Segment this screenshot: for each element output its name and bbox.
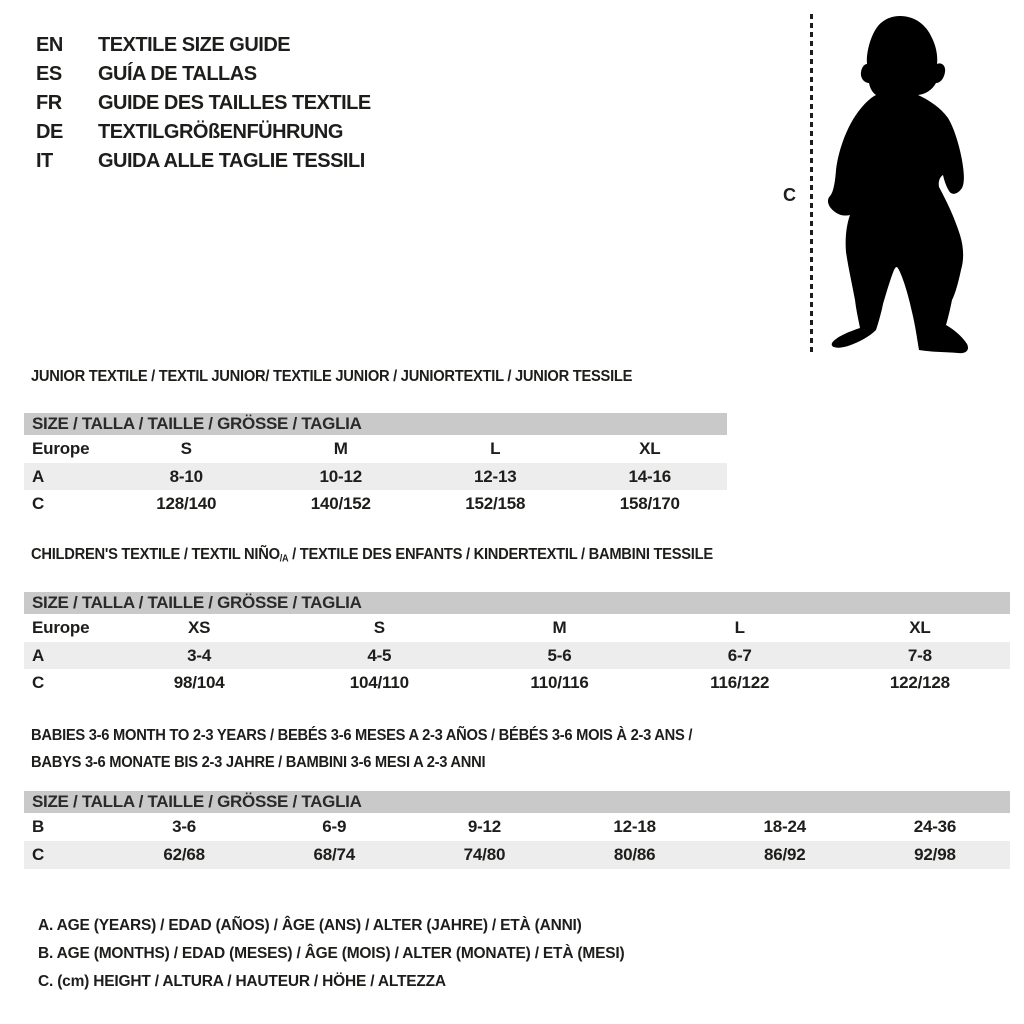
table-cell: 158/170 bbox=[619, 494, 680, 513]
footnote-a: A. AGE (YEARS) / EDAD (AÑOS) / ÂGE (ANS) / ALTER (JAHRE) / ETÀ (ANNI) bbox=[38, 917, 582, 934]
language-row-de bbox=[36, 118, 371, 147]
table-row-europe bbox=[24, 435, 727, 463]
table-cell: 12-18 bbox=[613, 817, 656, 836]
table-cell: 80/86 bbox=[613, 845, 656, 864]
table-cell: S bbox=[180, 439, 192, 458]
table-row-age bbox=[24, 642, 1010, 669]
table-row-height bbox=[24, 490, 727, 518]
table-cell: 3-4 bbox=[187, 645, 212, 665]
language-code: ES bbox=[36, 63, 62, 85]
language-label: GUIDE DES TAILLES TEXTILE bbox=[98, 92, 371, 114]
size-header-bar: SIZE / TALLA / TAILLE / GRÖSSE / TAGLIA bbox=[24, 592, 1010, 614]
table-cell: 62/68 bbox=[163, 845, 205, 864]
table-cell: 152/158 bbox=[465, 494, 526, 513]
language-code: FR bbox=[36, 92, 62, 114]
table-cell: 98/104 bbox=[173, 673, 225, 692]
children-heading-suffix: / TEXTILE DES ENFANTS / KINDERTEXTIL / BAMBINI TESSILE bbox=[288, 546, 713, 563]
language-label: TEXTILE SIZE GUIDE bbox=[98, 34, 291, 56]
table-row-age bbox=[24, 463, 727, 490]
language-code: IT bbox=[36, 150, 53, 172]
table-cell: 5-6 bbox=[547, 645, 572, 665]
language-row-it bbox=[36, 147, 371, 176]
table-row-height bbox=[24, 841, 1010, 869]
table-cell: M bbox=[333, 439, 348, 458]
table-cell: 6-9 bbox=[322, 817, 347, 836]
row-label: C bbox=[32, 494, 45, 513]
junior-table bbox=[24, 413, 727, 518]
language-code: DE bbox=[36, 121, 63, 143]
table-cell: XS bbox=[187, 618, 211, 637]
language-row-fr bbox=[36, 89, 371, 118]
language-code: EN bbox=[36, 34, 63, 56]
table-cell: 18-24 bbox=[763, 817, 807, 836]
row-label: A bbox=[32, 645, 45, 665]
table-cell: 128/140 bbox=[156, 494, 217, 513]
table-row-height bbox=[24, 669, 1010, 697]
table-cell: 14-16 bbox=[628, 466, 671, 486]
table-cell: 86/92 bbox=[764, 845, 806, 864]
footnote-b: B. AGE (MONTHS) / EDAD (MESES) / ÂGE (MOIS) / ALTER (MONATE) / ETÀ (MESI) bbox=[38, 945, 625, 962]
table-cell: 110/116 bbox=[530, 673, 589, 692]
table-cell: 104/110 bbox=[349, 673, 409, 692]
size-header-bar: SIZE / TALLA / TAILLE / GRÖSSE / TAGLIA bbox=[24, 413, 727, 435]
table-cell: 24-36 bbox=[913, 817, 957, 836]
table-cell: M bbox=[552, 618, 567, 637]
row-label: A bbox=[32, 466, 45, 486]
table-cell: S bbox=[373, 618, 385, 637]
language-list bbox=[36, 31, 371, 176]
table-cell: 9-12 bbox=[467, 817, 502, 836]
table-cell: 8-10 bbox=[169, 466, 203, 486]
table-row-europe bbox=[24, 614, 1010, 642]
table-cell: 3-6 bbox=[172, 817, 197, 836]
height-dotted-line bbox=[810, 14, 813, 356]
size-header-bar: SIZE / TALLA / TAILLE / GRÖSSE / TAGLIA bbox=[24, 791, 1010, 813]
height-label-c: C bbox=[783, 185, 796, 205]
row-label: B bbox=[32, 817, 45, 836]
language-label: GUIDA ALLE TAGLIE TESSILI bbox=[98, 150, 365, 172]
language-row-en bbox=[36, 31, 371, 60]
table-cell: XL bbox=[639, 439, 661, 458]
table-cell: 116/122 bbox=[710, 673, 770, 692]
babies-heading-line-1: BABIES 3-6 MONTH TO 2-3 YEARS / BEBÉS 3-6 MESES A 2-3 AÑOS / BÉBÉS 3-6 MOIS À 2-3 ANS / bbox=[31, 727, 693, 744]
baby-silhouette bbox=[820, 4, 980, 360]
row-label: C bbox=[32, 673, 45, 692]
table-cell: 12-13 bbox=[474, 466, 517, 486]
language-row-es bbox=[36, 60, 371, 89]
children-heading bbox=[31, 545, 713, 569]
table-cell: 6-7 bbox=[727, 645, 752, 665]
language-label: TEXTILGRÖßENFÜHRUNG bbox=[98, 121, 343, 143]
row-label: Europe bbox=[32, 439, 90, 458]
table-cell: 74/80 bbox=[463, 845, 506, 864]
table-cell: 4-5 bbox=[367, 645, 392, 665]
language-label: GUÍA DE TALLAS bbox=[98, 63, 257, 85]
table-cell: XL bbox=[909, 618, 931, 637]
junior-heading: JUNIOR TEXTILE / TEXTIL JUNIOR/ TEXTILE JUNIOR / JUNIORTEXTIL / JUNIOR TESSILE bbox=[31, 368, 633, 385]
table-cell: 7-8 bbox=[907, 645, 932, 665]
babies-table bbox=[24, 791, 1010, 869]
table-cell: 92/98 bbox=[914, 845, 956, 864]
children-heading-prefix: CHILDREN'S TEXTILE / TEXTIL NIÑO bbox=[31, 546, 280, 563]
table-cell: L bbox=[734, 618, 745, 637]
children-heading-subscript: /A bbox=[279, 553, 289, 565]
babies-heading-line-2: BABYS 3-6 MONATE BIS 2-3 JAHRE / BAMBINI 3-6 MESI A 2-3 ANNI bbox=[31, 754, 486, 771]
table-cell: 140/152 bbox=[310, 494, 371, 513]
table-cell: 122/128 bbox=[889, 673, 950, 692]
table-cell: 68/74 bbox=[313, 845, 356, 864]
footnote-c: C. (cm) HEIGHT / ALTURA / HAUTEUR / HÖHE / ALTEZZA bbox=[38, 973, 446, 990]
table-row-age-months bbox=[24, 813, 1010, 841]
children-table bbox=[24, 592, 1010, 697]
row-label: C bbox=[32, 845, 45, 864]
table-cell: L bbox=[490, 439, 501, 458]
row-label: Europe bbox=[32, 618, 90, 637]
table-cell: 10-12 bbox=[319, 466, 362, 486]
